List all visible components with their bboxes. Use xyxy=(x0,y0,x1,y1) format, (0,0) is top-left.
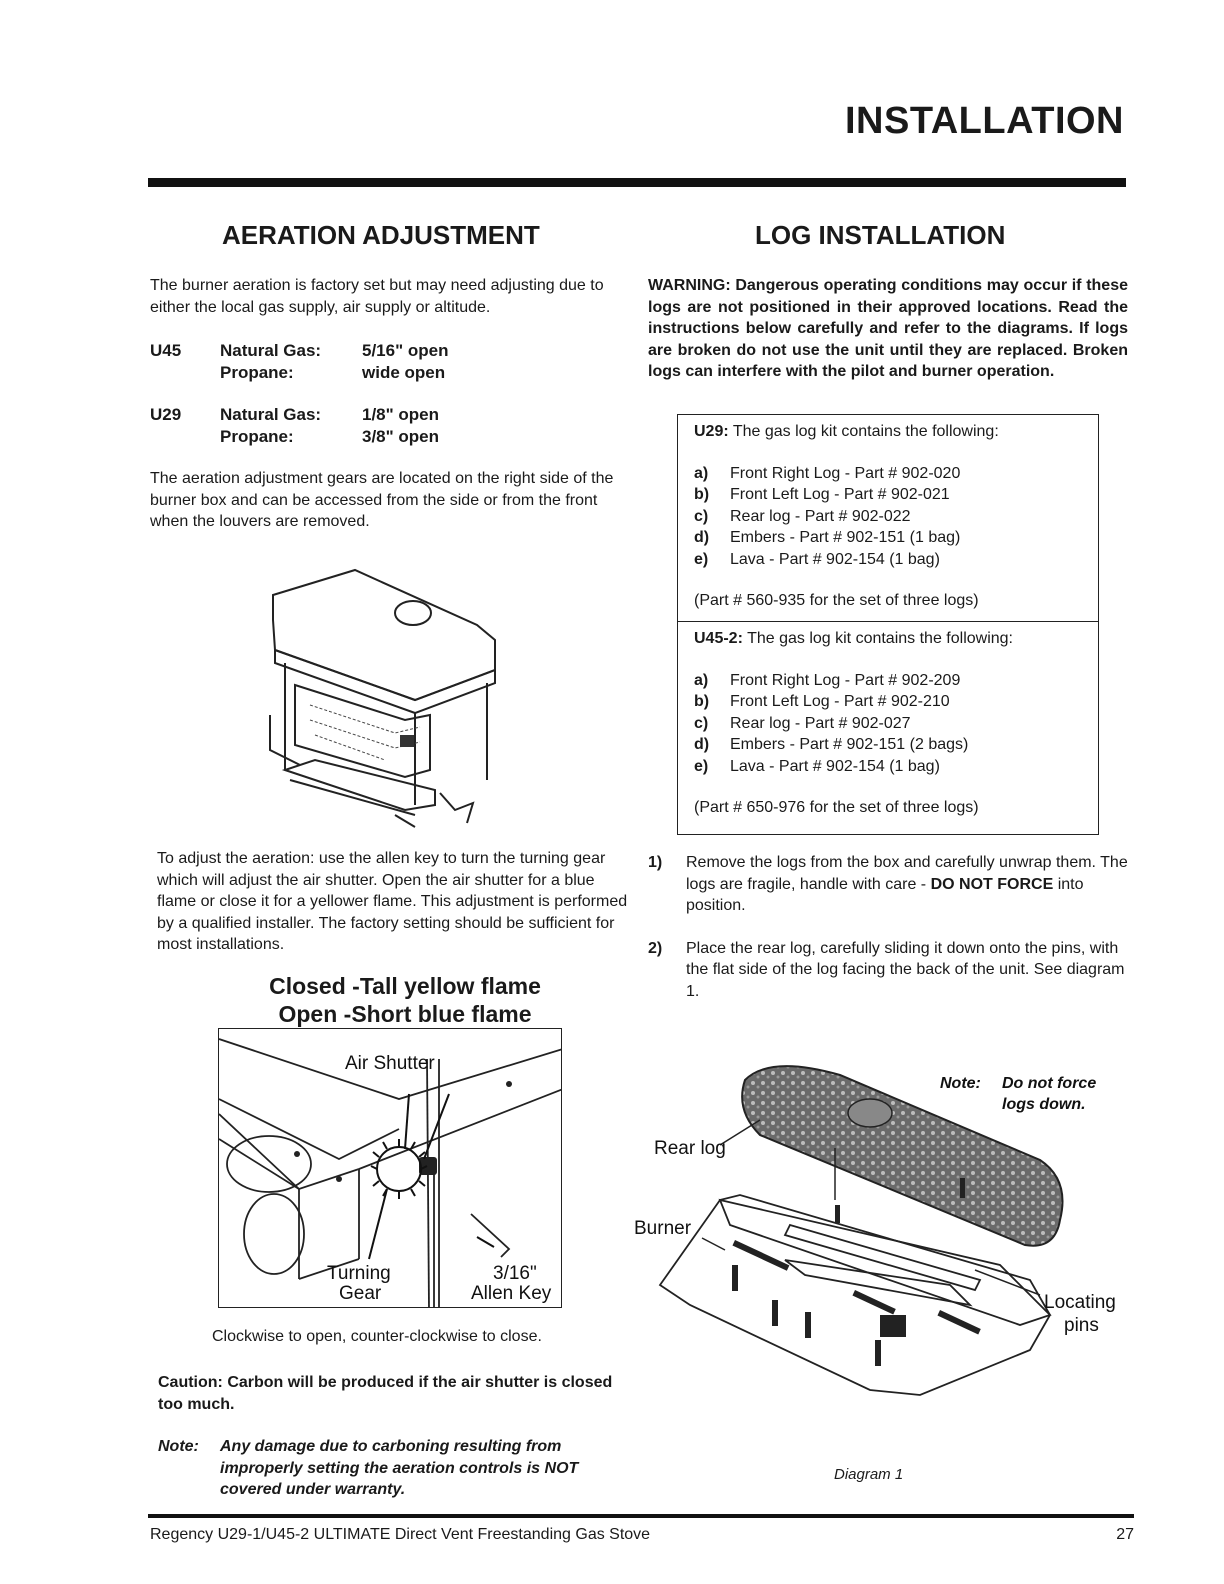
warranty-note xyxy=(158,1436,638,1501)
footer-title: Regency U29-1/U45-2 ULTIMATE Direct Vent Freestanding Gas Stove xyxy=(150,1526,651,1543)
label-key-size: 3/16" xyxy=(493,1263,537,1284)
step-item xyxy=(648,938,1132,1003)
kit-item xyxy=(694,549,1082,571)
kit-item-text: Front Right Log - Part # 902-209 xyxy=(730,671,961,689)
kit-box-u29 xyxy=(677,414,1099,622)
kit-item xyxy=(694,463,1082,485)
label-gear: Gear xyxy=(339,1283,382,1304)
kit-letter: c) xyxy=(694,507,709,525)
step-text-bold: DO NOT FORCE xyxy=(930,875,1054,893)
spec-model: U29 xyxy=(150,405,182,424)
log-title: LOG INSTALLATION xyxy=(755,220,1006,250)
kit-item xyxy=(694,484,1082,506)
kit-box-u45 xyxy=(677,621,1099,835)
spec-gas: Propane: xyxy=(220,426,294,446)
spec-value: wide open xyxy=(362,362,446,382)
kit-item-text: Lava - Part # 902-154 (1 bag) xyxy=(730,757,940,775)
air-shutter-diagram xyxy=(218,1028,562,1308)
step-number: 1) xyxy=(648,854,663,871)
spec-gas: Propane: xyxy=(220,362,294,382)
step-item xyxy=(648,852,1132,917)
label-pins: pins xyxy=(1064,1315,1099,1336)
label-allen-key: Allen Key xyxy=(471,1283,552,1304)
note-text: Any damage due to carboning resulting from improperly setting the aeration controls is NOT covered under warranty. xyxy=(220,1438,579,1498)
aeration-intro: The burner aeration is factory set but may need adjusting due to either the local gas supply, air supply or altitude. xyxy=(150,277,604,316)
spec-model xyxy=(150,426,220,448)
note-label: Note: xyxy=(158,1438,199,1455)
label-note-line2: logs down. xyxy=(1002,1096,1086,1113)
kit-item-text: Front Left Log - Part # 902-021 xyxy=(730,486,950,503)
step-text: Place the rear log, carefully sliding it down onto the pins, with the flat side of the log facing the back of the unit. See diagram 1. xyxy=(686,939,1125,1000)
step-number: 2) xyxy=(648,939,663,957)
kit-letter: b) xyxy=(694,486,710,503)
spec-value: 5/16" open xyxy=(362,341,449,360)
flame-closed-caption: Closed -Tall yellow flame xyxy=(269,973,541,999)
kit-item-text: Rear log - Part # 902-022 xyxy=(730,507,911,525)
kit-model: U45-2: xyxy=(694,630,743,647)
kit-set-note: (Part # 650-976 for the set of three logs) xyxy=(694,799,979,816)
log-warning: WARNING: Dangerous operating conditions may occur if these logs are not positioned in their approved locations. Read the instructions below carefully and refer to the diagrams. If logs are broken do not use the unit until they are replaced. Broken logs can interfere with the pilot and burner operation. xyxy=(648,277,1128,380)
kit-letter: c) xyxy=(694,714,709,732)
kit-item-text: Embers - Part # 902-151 (2 bags) xyxy=(730,736,969,753)
footer-rule xyxy=(148,1514,1134,1518)
kit-letter: a) xyxy=(694,671,709,689)
spec-gas: Natural Gas: xyxy=(220,341,322,360)
label-note-line1: Do not force xyxy=(1002,1075,1097,1092)
kit-item xyxy=(694,734,1082,756)
kit-letter: d) xyxy=(694,736,710,753)
label-air-shutter: Air Shutter xyxy=(345,1053,435,1074)
kit-item-text: Lava - Part # 902-154 (1 bag) xyxy=(730,550,940,568)
step-text: Remove the logs from the box and carefully unwrap them. The logs are fragile, handle with care - xyxy=(686,854,1128,893)
page-number: 27 xyxy=(1116,1526,1134,1543)
kit-letter: e) xyxy=(694,757,709,775)
air-shutter-drawing xyxy=(219,1029,562,1308)
kit-letter: d) xyxy=(694,529,710,546)
log-steps xyxy=(648,852,1132,1002)
kit-item xyxy=(694,506,1082,528)
kit-letter: e) xyxy=(694,550,709,568)
spec-value: 1/8" open xyxy=(362,405,440,424)
label-burner: Burner xyxy=(634,1218,692,1239)
label-turning: Turning xyxy=(327,1263,391,1284)
kit-heading: The gas log kit contains the following: xyxy=(747,630,1013,647)
clockwise-caption: Clockwise to open, counter-clockwise to close. xyxy=(212,1328,542,1345)
spec-row xyxy=(150,404,630,426)
kit-letter: a) xyxy=(694,464,709,482)
header-rule xyxy=(148,178,1126,187)
label-note: Note: xyxy=(940,1075,981,1092)
stove-illustration xyxy=(255,565,505,835)
caution-text: Caution: Carbon will be produced if the air shutter is closed too much. xyxy=(158,1374,613,1413)
aeration-specs xyxy=(150,340,630,447)
kit-heading: The gas log kit contains the following: xyxy=(732,423,999,440)
spec-row xyxy=(150,426,630,448)
diagram-caption: Diagram 1 xyxy=(834,1466,904,1483)
flame-open-caption: Open -Short blue flame xyxy=(278,1001,532,1027)
spec-row xyxy=(150,362,630,384)
kit-item-text: Front Right Log - Part # 902-020 xyxy=(730,464,961,482)
log-placement-diagram xyxy=(630,1050,1130,1420)
label-rear-log: Rear log xyxy=(654,1138,726,1159)
kit-set-note: (Part # 560-935 for the set of three logs) xyxy=(694,592,979,609)
spec-model: U45 xyxy=(150,341,182,360)
aeration-gears-text: The aeration adjustment gears are located on the right side of the burner box and can be accessed from the side or from the front when the louvers are removed. xyxy=(150,470,614,530)
kit-item-text: Embers - Part # 902-151 (1 bag) xyxy=(730,529,961,546)
kit-item-text: Rear log - Part # 902-027 xyxy=(730,714,911,732)
spec-row xyxy=(150,340,630,362)
aeration-adjust-text: To adjust the aeration: use the allen key to turn the turning gear which will adjust the air shutter. Open the air shutter for a blue flame or close it for a yellower flame. This adjustment is performed by a qualified installer. The factory setting should be sufficient for most installations. xyxy=(157,850,628,953)
spec-model xyxy=(150,362,220,384)
kit-item-text: Front Left Log - Part # 902-210 xyxy=(730,693,950,710)
kit-item xyxy=(694,527,1082,549)
kit-letter: b) xyxy=(694,693,710,710)
kit-item xyxy=(694,713,1082,735)
spec-value: 3/8" open xyxy=(362,426,440,446)
page-title: INSTALLATION xyxy=(845,100,1124,142)
aeration-title: AERATION ADJUSTMENT xyxy=(222,220,540,250)
spec-gas: Natural Gas: xyxy=(220,405,322,424)
kit-item xyxy=(694,691,1082,713)
kit-item xyxy=(694,670,1082,692)
label-locating: Locating xyxy=(1044,1292,1116,1313)
kit-model: U29: xyxy=(694,423,729,440)
step-text: into position. xyxy=(686,875,1084,914)
kit-item xyxy=(694,756,1082,778)
